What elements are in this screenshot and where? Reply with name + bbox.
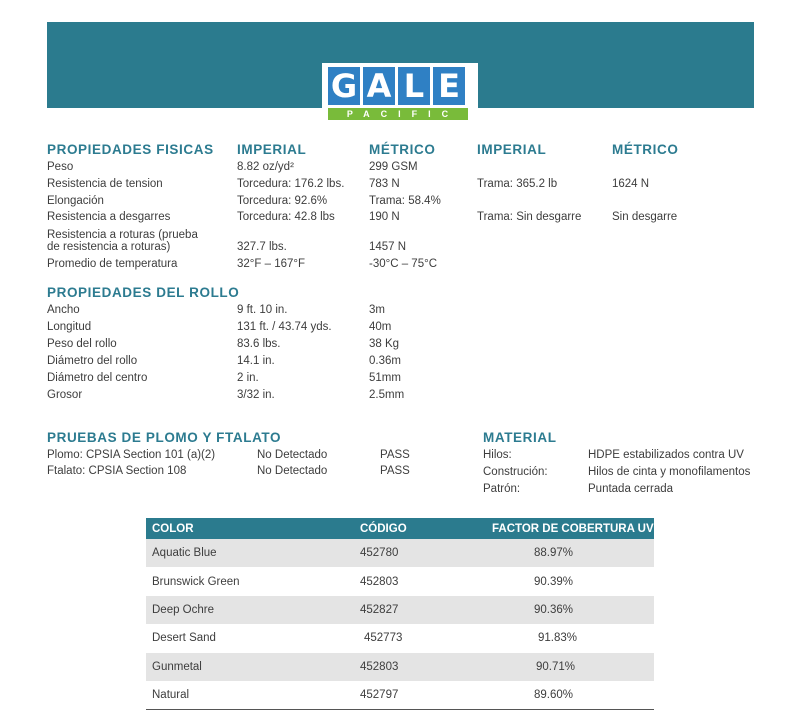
physical-imperial: 8.82 oz/yd² [237, 161, 294, 173]
test-status: PASS [380, 449, 410, 461]
uv-factor: 90.39% [486, 567, 654, 595]
color-code: 452803 [360, 653, 486, 681]
material-value: Hilos de cinta y monofilamentos [588, 466, 751, 478]
physical-heading: PROPIEDADES FISICAS [47, 142, 214, 157]
logo-subtitle: PACIFIC [328, 108, 468, 120]
color-code: 452797 [360, 681, 486, 710]
physical-label: Peso [47, 161, 74, 173]
physical-metric: 1457 N [369, 241, 407, 253]
color-code: 452827 [360, 596, 486, 624]
roll-imperial: 2 in. [237, 372, 259, 384]
logo-letter: L [398, 67, 430, 105]
logo-wordmark [328, 67, 465, 105]
roll-metric: 0.36m [369, 355, 401, 367]
test-status: PASS [380, 465, 410, 477]
roll-label: Longitud [47, 321, 92, 333]
table-row [146, 624, 654, 652]
test-label: Plomo: CPSIA Section 101 (a)(2) [47, 449, 216, 461]
roll-imperial: 131 ft. / 43.74 yds. [237, 321, 332, 333]
roll-label: Diámetro del centro [47, 372, 148, 384]
physical-label: Elongación [47, 195, 104, 207]
physical-metric: 190 N [369, 211, 400, 223]
roll-metric: 40m [369, 321, 392, 333]
roll-label: Diámetro del rollo [47, 355, 138, 367]
physical-label: Resistencia a roturas (prueba [47, 229, 198, 241]
physical-metric: Trama: 58.4% [369, 195, 441, 207]
physical-label: Promedio de temperatura [47, 258, 178, 270]
roll-imperial: 83.6 lbs. [237, 338, 281, 350]
physical-metric: 299 GSM [369, 161, 418, 173]
physical-metric2: Sin desgarre [612, 211, 678, 223]
uv-factor: 90.36% [486, 596, 654, 624]
uv-factor: 90.71% [486, 653, 654, 681]
roll-metric: 51mm [369, 372, 401, 384]
tests-heading: PRUEBAS DE PLOMO Y FTALATO [47, 430, 282, 445]
logo-letter: G [328, 67, 360, 105]
physical-imperial: 32°F – 167°F [237, 258, 306, 270]
roll-metric: 38 Kg [369, 338, 400, 350]
table-row [146, 653, 654, 681]
uv-factor: 88.97% [486, 539, 654, 567]
test-result: No Detectado [257, 449, 328, 461]
roll-metric: 2.5mm [369, 389, 405, 401]
physical-label: Resistencia de tension [47, 178, 163, 190]
color-name: Brunswick Green [146, 567, 360, 595]
roll-metric: 3m [369, 304, 385, 316]
physical-imperial: Torcedura: 42.8 lbs [237, 211, 335, 223]
color-name: Natural [146, 681, 360, 710]
table-row [146, 681, 654, 710]
roll-label: Grosor [47, 389, 83, 401]
physical-imperial: Torcedura: 92.6% [237, 195, 328, 207]
col-uv-header: FACTOR DE COBERTURA UV [486, 518, 654, 539]
material-value: HDPE estabilizados contra UV [588, 449, 744, 461]
material-value: Puntada cerrada [588, 483, 674, 495]
material-label: Hilos: [483, 449, 512, 461]
color-name: Gunmetal [146, 653, 360, 681]
table-row [146, 539, 654, 567]
roll-imperial: 3/32 in. [237, 389, 275, 401]
color-code: 452780 [360, 539, 486, 567]
roll-imperial: 9 ft. 10 in. [237, 304, 288, 316]
material-label: Construción: [483, 466, 548, 478]
roll-imperial: 14.1 in. [237, 355, 275, 367]
roll-label: Peso del rollo [47, 338, 117, 350]
uv-factor: 89.60% [486, 681, 654, 710]
physical-imperial: Torcedura: 176.2 lbs. [237, 178, 345, 190]
test-label: Ftalato: CPSIA Section 108 [47, 465, 187, 477]
color-table-header [146, 518, 654, 539]
col-code-header: CÓDIGO [360, 518, 486, 539]
physical-label-line2: de resistencia a roturas) [47, 241, 171, 253]
color-table [146, 518, 654, 710]
col-imperial2-header: IMPERIAL [477, 142, 547, 157]
roll-heading: PROPIEDADES DEL ROLLO [47, 285, 240, 300]
table-row [146, 596, 654, 624]
physical-label: Resistencia a desgarres [47, 211, 171, 223]
color-name: Deep Ochre [146, 596, 360, 624]
physical-metric2: 1624 N [612, 178, 650, 190]
col-imperial-header: IMPERIAL [237, 142, 307, 157]
physical-metric: -30°C – 75°C [369, 258, 438, 270]
physical-metric: 783 N [369, 178, 400, 190]
color-name: Desert Sand [146, 624, 360, 652]
gale-pacific-logo [322, 63, 478, 123]
test-result: No Detectado [257, 465, 328, 477]
table-row [146, 567, 654, 595]
uv-factor: 91.83% [486, 624, 654, 652]
col-metric-header: MÉTRICO [369, 142, 436, 157]
col-metric2-header: MÉTRICO [612, 142, 679, 157]
logo-letter: A [363, 67, 395, 105]
material-label: Patrón: [483, 483, 521, 495]
roll-label: Ancho [47, 304, 80, 316]
logo-letter: E [433, 67, 465, 105]
color-name: Aquatic Blue [146, 539, 360, 567]
color-code: 452773 [360, 624, 486, 652]
physical-imperial2: Trama: Sin desgarre [477, 211, 582, 223]
physical-imperial2: Trama: 365.2 lb [477, 178, 558, 190]
material-heading: MATERIAL [483, 430, 557, 445]
col-color-header: COLOR [146, 518, 360, 539]
color-code: 452803 [360, 567, 486, 595]
physical-imperial: 327.7 lbs. [237, 241, 287, 253]
